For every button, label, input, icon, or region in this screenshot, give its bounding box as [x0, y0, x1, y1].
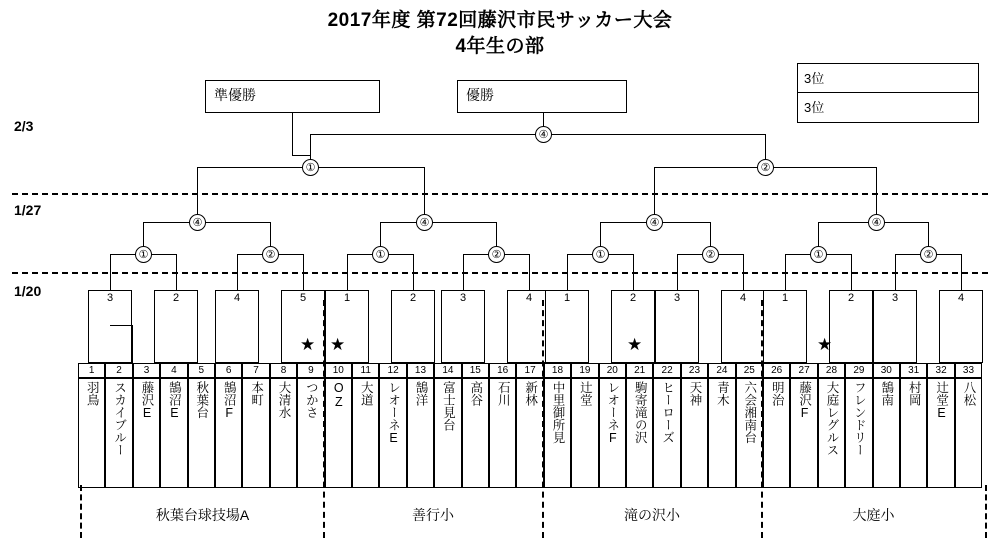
third-place-2: 3位: [804, 100, 825, 115]
team-number: 33: [962, 365, 975, 376]
match-marker-r2-6: ②: [702, 246, 719, 263]
match-marker-r2-4: ②: [488, 246, 505, 263]
team-name-cell: [489, 378, 516, 488]
seed-cell: 2: [829, 290, 873, 363]
team-name-cell: [900, 378, 927, 488]
team-number-cell: [352, 363, 379, 378]
bracket-line: [132, 325, 133, 363]
bracket-line: [961, 254, 962, 290]
team-name: OZ: [331, 381, 346, 409]
team-name-cell: [927, 378, 954, 488]
team-name-cell: [681, 378, 708, 488]
team-number-cell: [653, 363, 680, 378]
bracket-line: [529, 254, 530, 290]
team-number: 14: [442, 365, 454, 376]
bracket-line: [303, 254, 304, 290]
team-number-cell: [873, 363, 900, 378]
seed-cell: 3: [873, 290, 917, 363]
champion-box: [457, 80, 627, 113]
match-marker-quarter-1: ④: [189, 214, 206, 231]
team-number-cell: [681, 363, 708, 378]
bracket-line: [347, 254, 348, 290]
team-number-cell: [270, 363, 297, 378]
team-name: レオーネE: [386, 381, 401, 445]
team-name: 八松: [961, 381, 976, 406]
team-name: つかさ: [304, 381, 319, 419]
team-name-cell: [571, 378, 598, 488]
team-number: 25: [743, 365, 755, 376]
date-label-jan20: 1/20: [14, 283, 42, 299]
team-name: 天神: [687, 381, 702, 406]
team-number: 31: [908, 365, 920, 376]
team-name-cell: [297, 378, 324, 488]
team-name: 本町: [249, 381, 264, 406]
seed-cell: 4: [939, 290, 983, 363]
team-name: 大庭レグルス: [824, 381, 839, 456]
team-number: 28: [825, 365, 838, 376]
team-number-cell: [297, 363, 324, 378]
team-name-cell: [955, 378, 982, 488]
team-name-cell: [544, 378, 571, 488]
team-number: 9: [308, 365, 314, 376]
match-marker-quarter-2: ④: [416, 214, 433, 231]
team-name: 鵠洋: [413, 381, 428, 406]
team-name: レオーネF: [605, 381, 620, 445]
team-name: 石川: [496, 381, 511, 406]
match-marker-semi-right: ②: [757, 159, 774, 176]
team-name: ヒーローズ: [660, 381, 675, 444]
team-number-cell: [955, 363, 982, 378]
team-name: 大道: [359, 381, 374, 406]
match-marker-final: ④: [535, 126, 552, 143]
seed-cell: 4: [215, 290, 259, 363]
team-number: 4: [171, 365, 177, 376]
team-number-cell: [160, 363, 187, 378]
team-name-cell: [242, 378, 269, 488]
team-number: 15: [469, 365, 481, 376]
team-name: 鵠沼E: [167, 381, 182, 420]
team-number-cell: [215, 363, 242, 378]
team-number: 30: [880, 365, 892, 376]
team-number-cell: [736, 363, 763, 378]
separator-jan20: [12, 272, 988, 274]
team-number-cell: [325, 363, 352, 378]
team-number: 23: [688, 365, 701, 376]
title-line-2: 4年生の部: [455, 36, 545, 57]
match-marker-r2-7: ①: [810, 246, 827, 263]
runner-up-box: [205, 80, 380, 113]
team-number: 29: [853, 365, 865, 376]
team-number: 17: [524, 365, 536, 376]
venue-label-3: 滝の沢小: [624, 507, 680, 523]
bracket-line: [567, 254, 568, 290]
team-number: 11: [360, 365, 371, 376]
team-name-cell: [653, 378, 680, 488]
team-name: フレンドリー: [852, 381, 867, 456]
team-number: 12: [387, 365, 399, 376]
team-name: 富士見台: [441, 381, 456, 431]
separator-jan27: [12, 193, 988, 195]
champion-label: 優勝: [466, 87, 494, 103]
team-number-cell: [78, 363, 105, 378]
bracket-line: [143, 222, 270, 223]
seed-cell: 4: [507, 290, 551, 363]
team-number: 21: [634, 365, 646, 376]
team-name-cell: [790, 378, 817, 488]
team-number-cell: [900, 363, 927, 378]
team-number-cell: [407, 363, 434, 378]
team-number-cell: [544, 363, 571, 378]
team-number-cell: [626, 363, 653, 378]
team-number: 26: [771, 365, 783, 376]
team-name: 新林: [523, 381, 538, 406]
team-number: 32: [935, 365, 947, 376]
bracket-line: [633, 254, 634, 290]
match-marker-r2-2: ②: [262, 246, 279, 263]
team-number: 3: [143, 365, 150, 376]
seed-cell: 3: [655, 290, 699, 363]
seed-cell: 3: [441, 290, 485, 363]
team-number: 22: [661, 365, 673, 376]
team-name-cell: [78, 378, 105, 488]
team-number: 16: [497, 365, 509, 376]
page-title: [0, 8, 1000, 60]
seed-cell: 1: [545, 290, 589, 363]
team-number: 2: [116, 365, 122, 376]
seed-cell: 2: [391, 290, 435, 363]
team-name-cell: [352, 378, 379, 488]
team-name-cell: [462, 378, 489, 488]
match-marker-quarter-4: ④: [868, 214, 885, 231]
team-number-cell: [763, 363, 790, 378]
team-number: 18: [551, 365, 564, 376]
team-name-cell: [188, 378, 215, 488]
team-name-cell: [379, 378, 406, 488]
match-marker-r2-3: ①: [372, 246, 389, 263]
team-number-cell: [790, 363, 817, 378]
team-name: 村岡: [907, 381, 922, 406]
bracket-line: [677, 254, 678, 290]
block-separator-4: [985, 485, 987, 538]
team-number: 7: [253, 365, 259, 376]
team-number-cell: [133, 363, 160, 378]
match-marker-r2-1: ①: [135, 246, 152, 263]
venue-label-1: 秋葉台球技場A: [155, 507, 250, 523]
team-name-cell: [763, 378, 790, 488]
team-number: 8: [280, 365, 287, 376]
team-name: 明治: [770, 381, 785, 406]
team-name: 辻堂: [578, 381, 593, 406]
block-separator-3: [761, 300, 763, 538]
bracket-line: [785, 254, 786, 290]
team-number-cell: [818, 363, 845, 378]
team-name-cell: [736, 378, 763, 488]
team-number: 24: [716, 365, 728, 376]
team-number-cell: [708, 363, 735, 378]
star-marker-1: ★: [300, 335, 316, 354]
team-name-cell: [133, 378, 160, 488]
bracket-line: [176, 254, 177, 290]
team-number-cell: [242, 363, 269, 378]
team-number-cell: [516, 363, 543, 378]
team-name-cell: [708, 378, 735, 488]
bracket-line: [413, 254, 414, 290]
team-number-cell: [571, 363, 598, 378]
team-name: スカイブルー: [112, 381, 127, 456]
team-name: 藤沢F: [797, 381, 812, 420]
venue-label-2: 善行小: [412, 507, 454, 523]
star-marker-4: ★: [817, 335, 833, 354]
third-place-1: 3位: [798, 64, 978, 93]
third-place-box: [797, 63, 979, 123]
team-name: 中里御所見: [550, 381, 565, 444]
team-name-cell: [818, 378, 845, 488]
team-name: 鵠南: [879, 381, 894, 406]
team-number-cell: [599, 363, 626, 378]
team-name: 駒寄滝の沢: [633, 381, 648, 444]
seed-cell: 5: [281, 290, 325, 363]
bracket-line: [110, 325, 132, 326]
seed-cell: 4: [721, 290, 765, 363]
bracket-line: [743, 254, 744, 290]
team-name: 高谷: [468, 381, 483, 406]
team-name: 六会湘南台: [742, 381, 757, 444]
team-number-cell: [462, 363, 489, 378]
bracket-line: [110, 254, 111, 290]
match-marker-r2-8: ②: [920, 246, 937, 263]
team-number-cell: [188, 363, 215, 378]
team-number: 19: [579, 365, 591, 376]
team-name-cell: [270, 378, 297, 488]
team-name-cell: [215, 378, 242, 488]
title-line-1: 2017年度 第72回藤沢市民サッカー大会: [327, 10, 673, 31]
venue-label-4: 大庭小: [852, 507, 895, 523]
team-name: 辻堂E: [934, 381, 949, 420]
team-number: 5: [198, 365, 205, 376]
team-name-cell: [407, 378, 434, 488]
team-number: 1: [88, 365, 95, 376]
match-marker-r2-5: ①: [592, 246, 609, 263]
team-name-cell: [845, 378, 872, 488]
team-number: 10: [332, 365, 344, 376]
team-name-cell: [599, 378, 626, 488]
bracket-line: [851, 254, 852, 290]
bracket-line: [895, 254, 896, 290]
match-marker-quarter-3: ④: [646, 214, 663, 231]
bracket-line: [380, 222, 496, 223]
team-number: 6: [225, 365, 232, 376]
bracket-line: [292, 113, 293, 155]
team-name: 藤沢E: [139, 381, 154, 420]
team-name-cell: [160, 378, 187, 488]
bracket-line: [292, 155, 310, 156]
seed-cell: 2: [154, 290, 198, 363]
team-name: 秋葉台: [194, 381, 209, 419]
seed-cell: 1: [763, 290, 807, 363]
star-marker-2: ★: [330, 335, 346, 354]
block-separator-0: [80, 485, 82, 538]
team-name-cell: [105, 378, 132, 488]
team-number: 13: [414, 365, 427, 376]
bracket-line: [237, 254, 238, 290]
team-name-cell: [434, 378, 461, 488]
seed-cell: 1: [325, 290, 369, 363]
team-name-cell: [325, 378, 352, 488]
seed-cell: 3: [88, 290, 132, 363]
team-number: 27: [798, 365, 810, 376]
block-separator-1: [323, 300, 325, 538]
team-number-cell: [927, 363, 954, 378]
match-marker-semi-left: ①: [302, 159, 319, 176]
team-number-cell: [845, 363, 872, 378]
team-name-cell: [873, 378, 900, 488]
block-separator-2: [542, 300, 544, 538]
team-number: 20: [606, 365, 618, 376]
team-number-cell: [489, 363, 516, 378]
team-name: 鵠沼F: [222, 381, 237, 420]
team-number-cell: [105, 363, 132, 378]
bracket-line: [463, 254, 464, 290]
runner-up-label: 準優勝: [214, 87, 256, 103]
team-name-cell: [626, 378, 653, 488]
date-label-feb3: 2/3: [14, 118, 34, 134]
star-marker-3: ★: [627, 335, 643, 354]
team-name-cell: [516, 378, 543, 488]
team-number-cell: [434, 363, 461, 378]
team-name: 大清水: [276, 381, 291, 419]
team-number-cell: [379, 363, 406, 378]
date-label-jan27: 1/27: [14, 202, 42, 218]
seed-cell: 2: [611, 290, 655, 363]
team-name: 青木: [715, 381, 730, 406]
team-name: 羽鳥: [85, 381, 100, 406]
